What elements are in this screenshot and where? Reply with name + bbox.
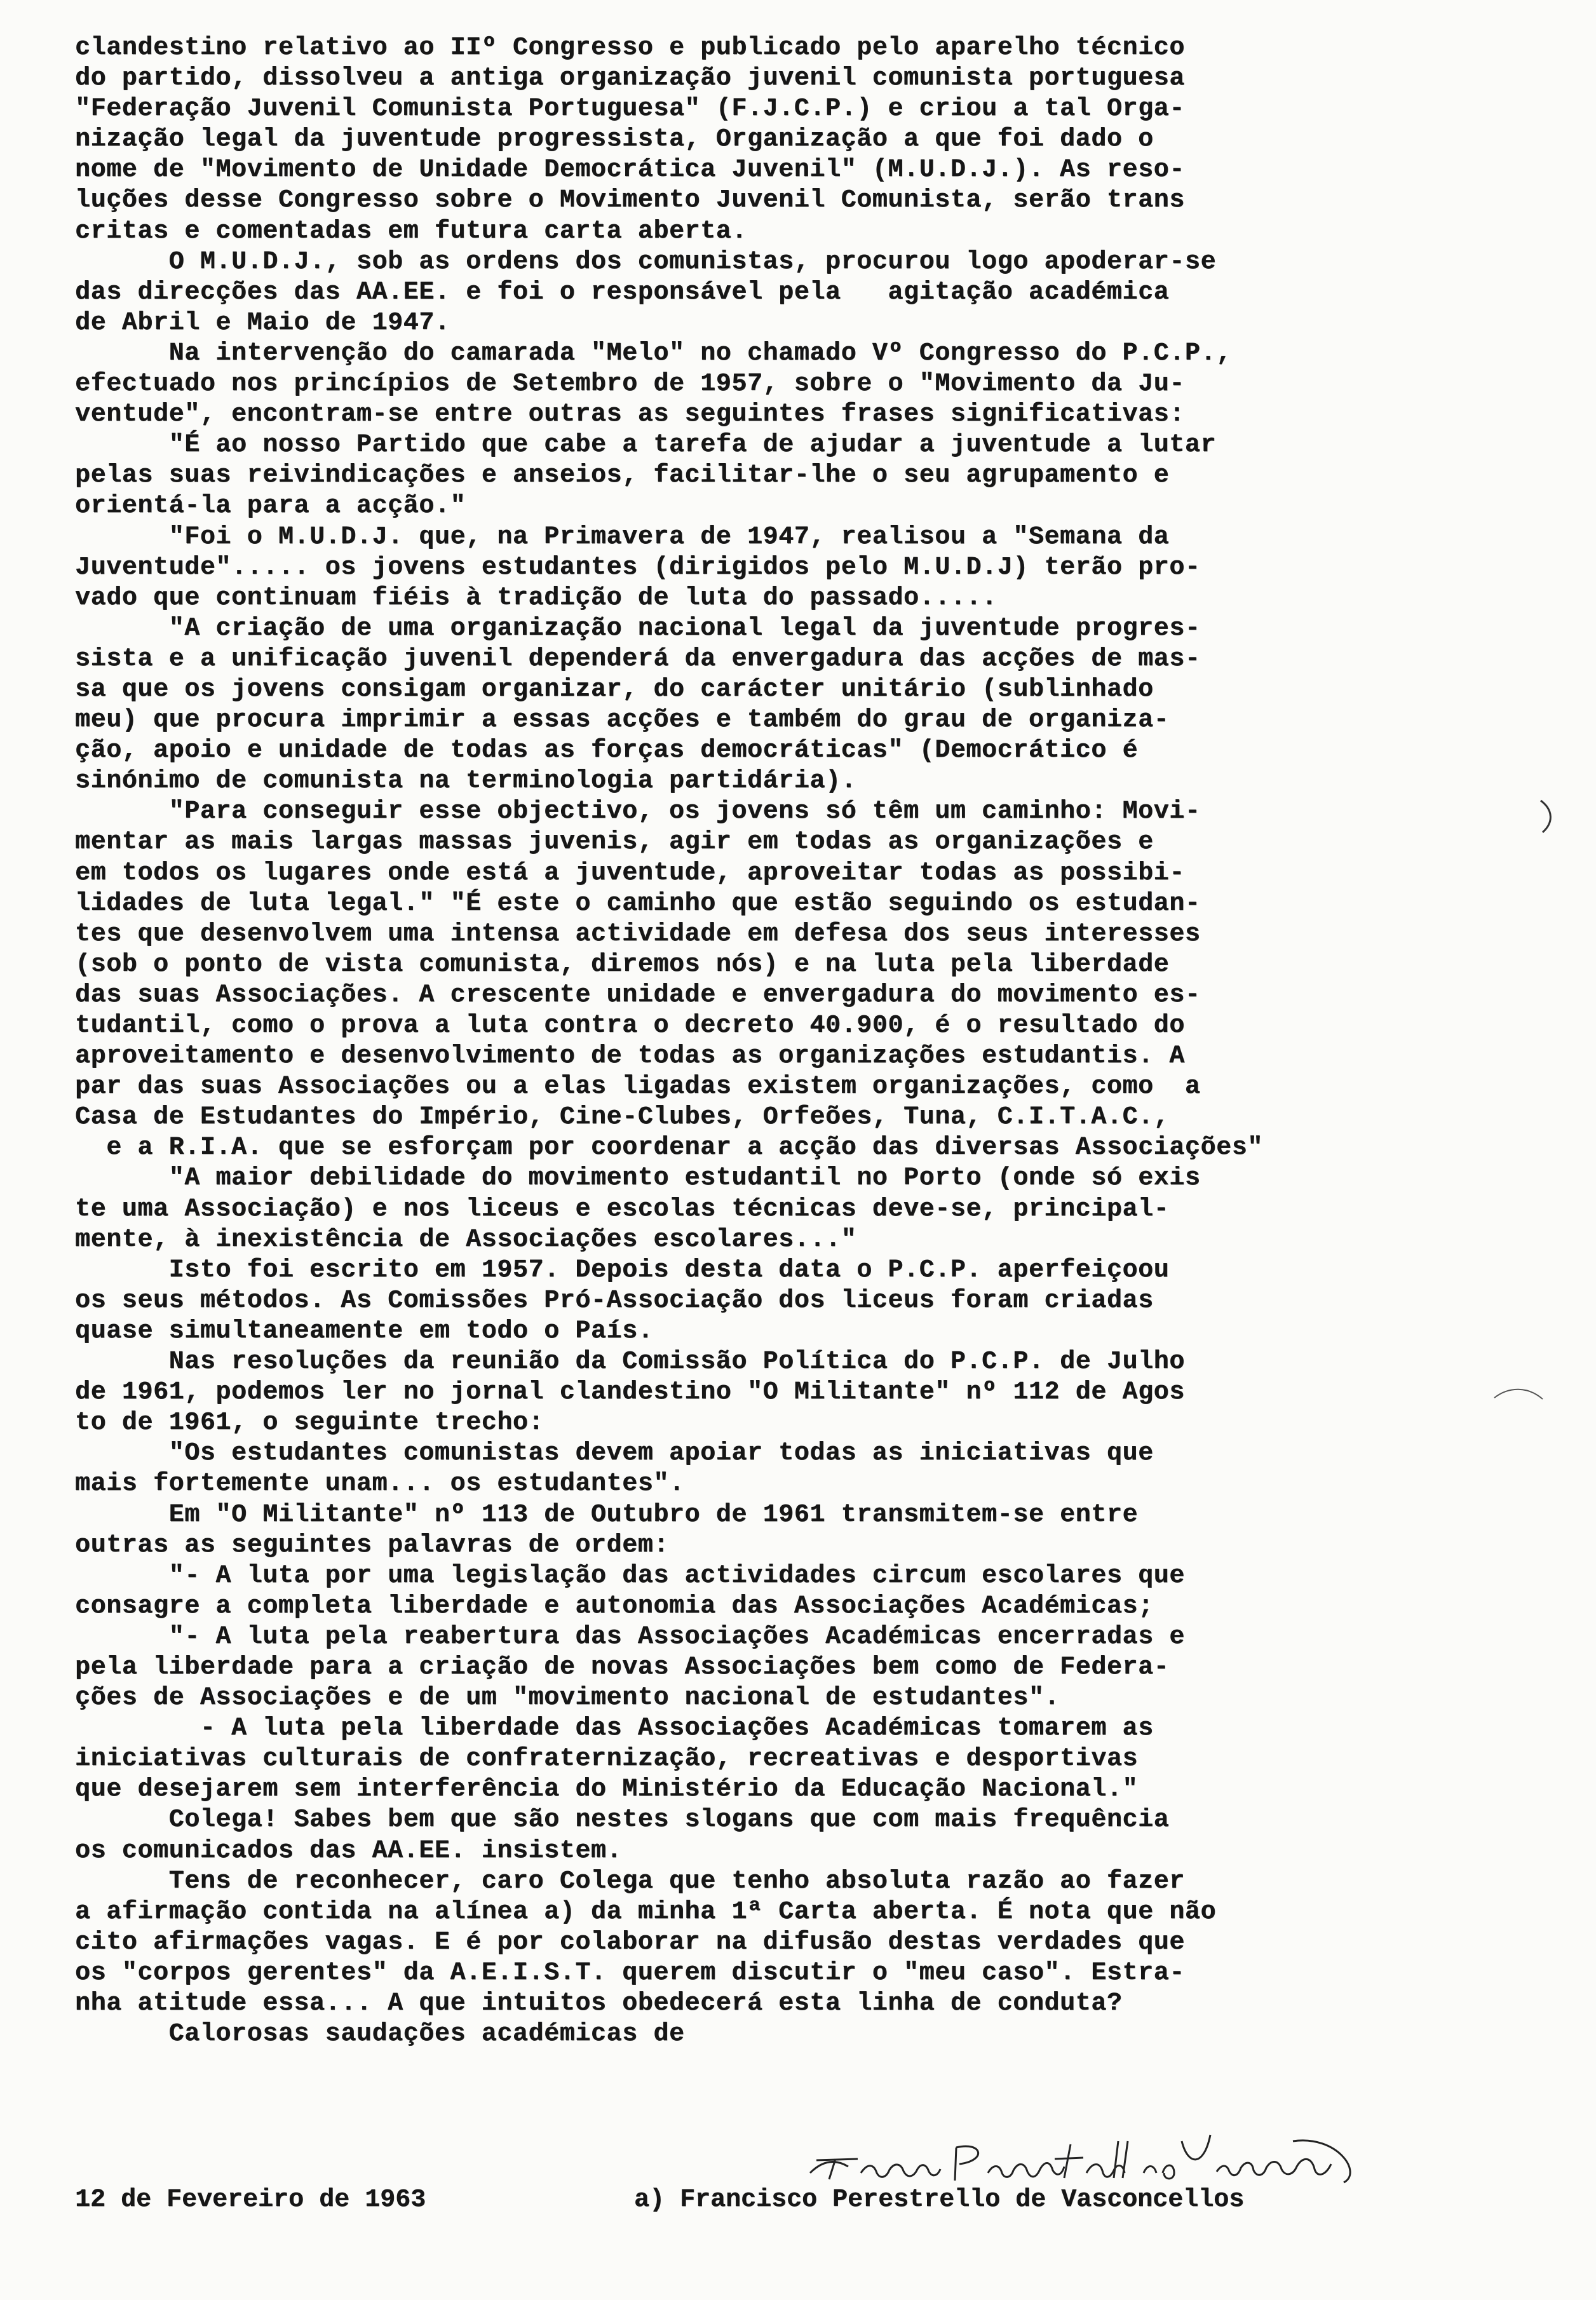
text-line: das suas Associações. A crescente unidade e envergadura do movimento es-: [75, 980, 1201, 1010]
text-line: "Para conseguir esse objectivo, os jovens só têm um caminho: Movi-: [75, 797, 1201, 827]
text-line: nização legal da juventude progressista, Organização a que foi dado o: [75, 125, 1154, 154]
text-line: meu) que procura imprimir a essas acções e também do grau de organiza-: [75, 706, 1170, 735]
text-line: a afirmação contida na alínea a) da minha 1ª Carta aberta. É nota que não: [75, 1897, 1217, 1926]
text-line: sa que os jovens consigam organizar, do carácter unitário (sublinhado: [75, 675, 1154, 704]
text-line: lidades de luta legal." "É este o caminho que estão seguindo os estudan-: [75, 889, 1201, 918]
text-line: Isto foi escrito em 1957. Depois desta data o P.C.P. aperfeiçoou: [75, 1255, 1170, 1285]
text-line: sista e a unificação juvenil dependerá da envergadura das acções de mas-: [75, 644, 1201, 673]
text-line: os "corpos gerentes" da A.E.I.S.T. querem discutir o "meu caso". Estra-: [75, 1958, 1185, 1987]
text-line: de 1961, podemos ler no jornal clandestino "O Militante" nº 112 de Agos: [75, 1378, 1185, 1407]
text-line: Na intervenção do camarada "Melo" no chamado Vº Congresso do P.C.P.,: [75, 339, 1232, 368]
text-line: tudantil, como o prova a luta contra o decreto 40.900, é o resultado do: [75, 1011, 1185, 1040]
text-line: efectuado nos princípios de Setembro de 1957, sobre o "Movimento da Ju-: [75, 370, 1185, 399]
text-line: mente, à inexistência de Associações escolares...": [75, 1225, 857, 1254]
margin-curve-mark: [1493, 1385, 1544, 1404]
text-line: "Os estudantes comunistas devem apoiar todas as iniciativas que: [75, 1439, 1154, 1468]
text-line: "Foi o M.U.D.J. que, na Primavera de 1947, realisou a "Semana da: [75, 522, 1170, 551]
document-body: [75, 33, 1441, 2050]
text-line: sinónimo de comunista na terminologia partidária).: [75, 767, 857, 796]
text-line: ções de Associações e de um "movimento nacional de estudantes".: [75, 1684, 1060, 1713]
signatory-name: a) Francisco Perestrello de Vasconcellos: [634, 2186, 1245, 2214]
text-line: cito afirmações vagas. E é por colaborar na difusão destas verdades que: [75, 1928, 1185, 1957]
text-line: "Federação Juvenil Comunista Portuguesa" (F.J.C.P.) e criou a tal Orga-: [75, 95, 1185, 124]
text-line: outras as seguintes palavras de ordem:: [75, 1531, 669, 1560]
text-line: luções desse Congresso sobre o Movimento Juvenil Comunista, serão trans: [75, 186, 1185, 215]
text-line: nha atitude essa... A que intuitos obedecerá esta linha de conduta?: [75, 1989, 1123, 2018]
text-line: Tens de reconhecer, caro Colega que tenho absoluta razão ao fazer: [75, 1867, 1185, 1896]
text-line: Em "O Militante" nº 113 de Outubro de 1961 transmitem-se entre: [75, 1500, 1139, 1529]
text-line: tes que desenvolvem uma intensa actividade em defesa dos seus interesses: [75, 919, 1201, 949]
text-line: "- A luta por uma legislação das actividades circum escolares que: [75, 1561, 1185, 1590]
text-line: aproveitamento e desenvolvimento de todas as organizações estudantis. A: [75, 1042, 1185, 1071]
text-line: do partido, dissolveu a antiga organização juvenil comunista portuguesa: [75, 64, 1185, 93]
text-line: "A maior debilidade do movimento estudantil no Porto (onde só exis: [75, 1164, 1201, 1193]
text-line: orientá-la para a acção.": [75, 492, 466, 521]
text-line: em todos os lugares onde está a juventude, aproveitar todas as possibi-: [75, 858, 1185, 888]
text-line: das direcções das AA.EE. e foi o responsável pela agitação académica: [75, 278, 1170, 307]
text-line: os comunicados das AA.EE. insistem.: [75, 1836, 623, 1865]
text-line: iniciativas culturais de confraternização, recreativas e desportivas: [75, 1745, 1139, 1774]
text-line: de Abril e Maio de 1947.: [75, 308, 450, 337]
document-date: 12 de Fevereiro de 1963: [75, 2186, 426, 2214]
text-line: O M.U.D.J., sob as ordens dos comunistas, procurou logo apoderar-se: [75, 247, 1217, 276]
text-line: Casa de Estudantes do Império, Cine-Clubes, Orfeões, Tuna, C.I.T.A.C.,: [75, 1103, 1170, 1132]
text-line: - A luta pela liberdade das Associações Académicas tomarem as: [75, 1714, 1154, 1743]
text-line: Juventude"..... os jovens estudantes (dirigidos pelo M.U.D.J) terão pro-: [75, 553, 1201, 582]
text-line: quase simultaneamente em todo o País.: [75, 1316, 654, 1346]
text-line: e a R.I.A. que se esforçam por coordenar a acção das diversas Associações": [75, 1133, 1263, 1163]
text-line: (sob o ponto de vista comunista, diremos nós) e na luta pela liberdade: [75, 950, 1170, 979]
text-line: te uma Associação) e nos liceus e escolas técnicas deve-se, principal-: [75, 1194, 1170, 1224]
document-footer: [75, 2186, 1505, 2300]
text-line: to de 1961, o seguinte trecho:: [75, 1409, 544, 1438]
text-line: critas e comentadas em futura carta aberta.: [75, 217, 747, 246]
text-line: os seus métodos. As Comissões Pró-Associação dos liceus foram criadas: [75, 1286, 1154, 1315]
text-line: Nas resoluções da reunião da Comissão Política do P.C.P. de Julho: [75, 1348, 1185, 1377]
text-line: pelas suas reivindicações e anseios, facilitar-lhe o seu agrupamento e: [75, 461, 1170, 490]
text-line: mais fortemente unam... os estudantes".: [75, 1470, 685, 1499]
text-line: clandestino relativo ao IIº Congresso e publicado pelo aparelho técnico: [75, 34, 1185, 62]
text-line: ventude", encontram-se entre outras as seguintes frases significativas:: [75, 400, 1185, 430]
margin-bracket-mark: [1538, 797, 1557, 835]
text-line: ção, apoio e unidade de todas as forças democráticas" (Democrático é: [75, 736, 1139, 766]
text-line: "- A luta pela reabertura das Associações Académicas encerradas e: [75, 1622, 1185, 1651]
text-line: "A criação de uma organização nacional legal da juventude progres-: [75, 614, 1201, 643]
text-line: "É ao nosso Partido que cabe a tarefa de ajudar a juventude a lutar: [75, 431, 1217, 460]
text-line: Calorosas saudações académicas de: [75, 2020, 685, 2049]
text-line: nome de "Movimento de Unidade Democrática Juvenil" (M.U.D.J.). As reso-: [75, 156, 1185, 185]
text-line: que desejarem sem interferência do Ministério da Educação Nacional.": [75, 1775, 1139, 1804]
text-line: par das suas Associações ou a elas ligadas existem organizações, como a: [75, 1072, 1201, 1102]
handwritten-signature: [797, 2122, 1369, 2192]
text-line: Colega! Sabes bem que são nestes slogans que com mais frequência: [75, 1806, 1170, 1835]
text-line: pela liberdade para a criação de novas Associações bem como de Federa-: [75, 1653, 1170, 1682]
text-line: mentar as mais largas massas juvenis, agir em todas as organizações e: [75, 828, 1154, 857]
text-line: vado que continuam fiéis à tradição de luta do passado.....: [75, 583, 998, 612]
text-line: consagre a completa liberdade e autonomia das Associações Académicas;: [75, 1592, 1154, 1621]
